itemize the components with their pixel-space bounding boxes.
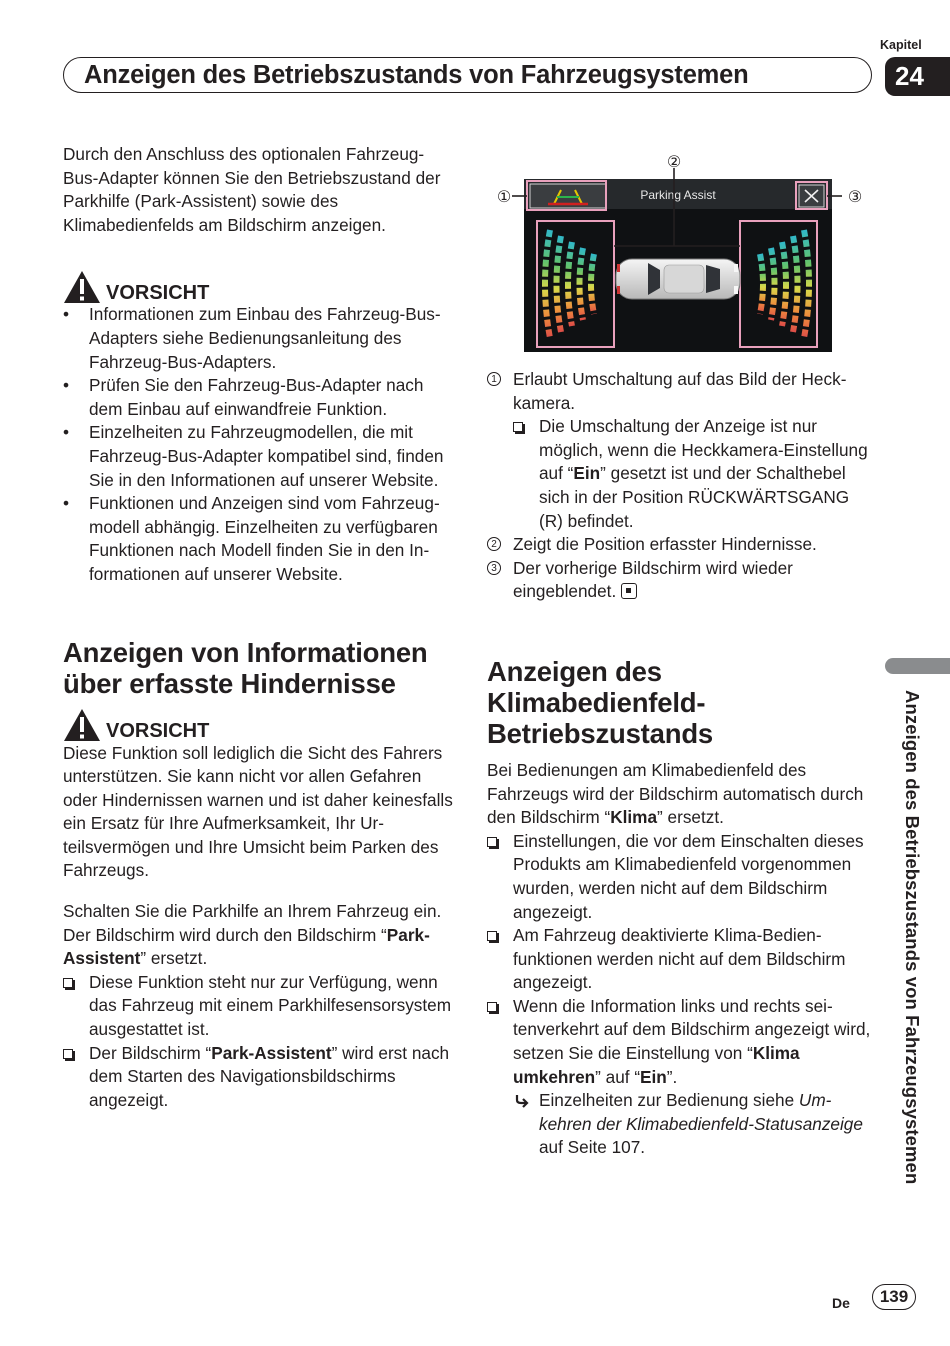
side-tab-marker — [885, 658, 950, 674]
caution-list — [63, 303, 453, 586]
screen-title: Parking Assist — [640, 188, 716, 202]
section-title-obstacles: Anzeigen von Informationen über erfasste Hindernisse — [63, 636, 428, 699]
callout-2: ② — [666, 152, 682, 171]
checkbox-marker-icon — [487, 931, 497, 941]
caution-heading-2 — [63, 708, 453, 742]
note-item: Einstellungen, die vor dem Einschalten dieses Produkts am Klimabedienfeld vorgenommen wurden, werden nicht auf dem Bildschirm angezeigt. — [487, 830, 875, 924]
callout-description-2: 2 Zeigt die Position erfasster Hindernisse. — [487, 533, 875, 557]
right-column — [487, 368, 875, 1160]
section-title-climate: Anzeigen des Klimabedienfeld-Betriebszustands — [487, 655, 714, 749]
callout-1: ① — [496, 187, 512, 206]
note-item: Wenn die Information links und rechts seitenverkehrt auf dem Bildschirm angezeigt wird, setzen Sie die Einstellung von “Klima umkehren” auf “Ein”. — [487, 995, 875, 1089]
note-item: Die Umschaltung der Anzeige ist nur möglich, wenn die Heckkamera-Einstellung auf “Ein” gesetzt ist und der Schalthebel sich in der Position RÜCKWÄRTSGANG (R) befindet. — [513, 415, 875, 533]
note-item: Am Fahrzeug deaktivierte Klima-Bedienfunktionen werden nicht auf dem Bildschirm angezeigt. — [487, 924, 875, 995]
footer-language: De — [832, 1295, 850, 1311]
caution-item: • Informationen zum Einbau des Fahrzeug-Bus-Adapters siehe Bedienungsanleitung des Fahrzeug-Bus-Adapters. — [63, 304, 441, 372]
side-tab-title: Anzeigen des Betriebszustands von Fahrzeugsystemen — [902, 690, 923, 1185]
reference-arrow-icon — [513, 1093, 529, 1109]
caution-label: VORSICHT — [106, 282, 210, 305]
caution-item: • Prüfen Sie den Fahrzeug-Bus-Adapter nach dem Einbau auf einwandfreie Funktion. — [63, 375, 424, 419]
caution-item: • Funktionen und Anzeigen sind vom Fahrzeugmodell abhängig. Einzelheiten zu verfügbaren Funktionen nach Modell finden Sie in den Informationen auf unserer Website. — [63, 493, 440, 584]
caution-label: VORSICHT — [106, 719, 210, 742]
checkbox-marker-icon — [63, 978, 73, 988]
checkbox-marker-icon — [63, 1049, 73, 1059]
checkbox-marker-icon — [487, 1002, 497, 1012]
reference-item: Einzelheiten zur Bedienung siehe Umkehren der Klimabedienfeld-Statusanzeige auf Seite 107. — [513, 1089, 875, 1160]
warning-icon — [63, 708, 101, 742]
warning-icon — [63, 270, 101, 304]
checkbox-marker-icon — [513, 422, 523, 432]
note-item: Diese Funktion steht nur zur Verfügung, wenn das Fahrzeug mit einem Parkhilfesensorsystem ausgestattet ist. — [63, 971, 453, 1042]
parking-assist-screen — [488, 148, 873, 358]
chapter-label: Kapitel — [880, 38, 922, 52]
chapter-number: 24 — [885, 57, 950, 96]
caution-item: • Einzelheiten zu Fahrzeugmodellen, die mit Fahrzeug-Bus-Adapter kompatibel sind, finden Sie in den Informationen auf unserer Website. — [63, 422, 444, 490]
page-title: Anzeigen des Betriebszustands von Fahrzeugsystemen — [84, 61, 749, 89]
page-number: 139 — [872, 1284, 916, 1310]
intro-paragraph: Durch den Anschluss des optionalen Fahrzeug-Bus-Adapter können Sie den Betriebszustand der Parkhilfe (Park-Assistent) sowie des Klimabedienfelds am Bildschirm anzeigen. — [63, 144, 441, 235]
car-top-view-icon — [616, 259, 740, 299]
callout-description-3: 3 Der vorherige Bildschirm wird wieder eingeblendet. — [487, 557, 875, 604]
parking-paragraph: Schalten Sie die Parkhilfe an Ihrem Fahrzeug ein. Der Bildschirm wird durch den Bildschirm “Park-Assistent” ersetzt. — [63, 901, 442, 969]
checkbox-marker-icon — [487, 837, 497, 847]
left-column — [63, 143, 453, 1112]
climate-paragraph: Bei Bedienungen am Klimabedienfeld des Fahrzeugs wird der Bildschirm automatisch durch den Bildschirm “Klima” ersetzt. — [487, 759, 864, 828]
callout-description-1: 1 Erlaubt Umschaltung auf das Bild der Heckkamera. — [487, 368, 875, 415]
note-item: Der Bildschirm “Park-Assistent” wird erst nach dem Starten des Navigationsbildschirms angezeigt. — [63, 1042, 453, 1113]
end-of-section-icon — [621, 583, 637, 599]
caution-heading — [63, 270, 453, 304]
callout-3: ③ — [847, 187, 863, 206]
caution-text: Diese Funktion soll lediglich die Sicht des Fahrers unterstützen. Sie kann nicht vor allen Gefahren oder Hindernissen warnen und ist daher keinesfalls ein Ersatz für Ihre Aufmerksamkeit, Ihr Urteilsvermögen und Ihre Umsicht beim Parken des Fahrzeugs. — [63, 742, 453, 881]
